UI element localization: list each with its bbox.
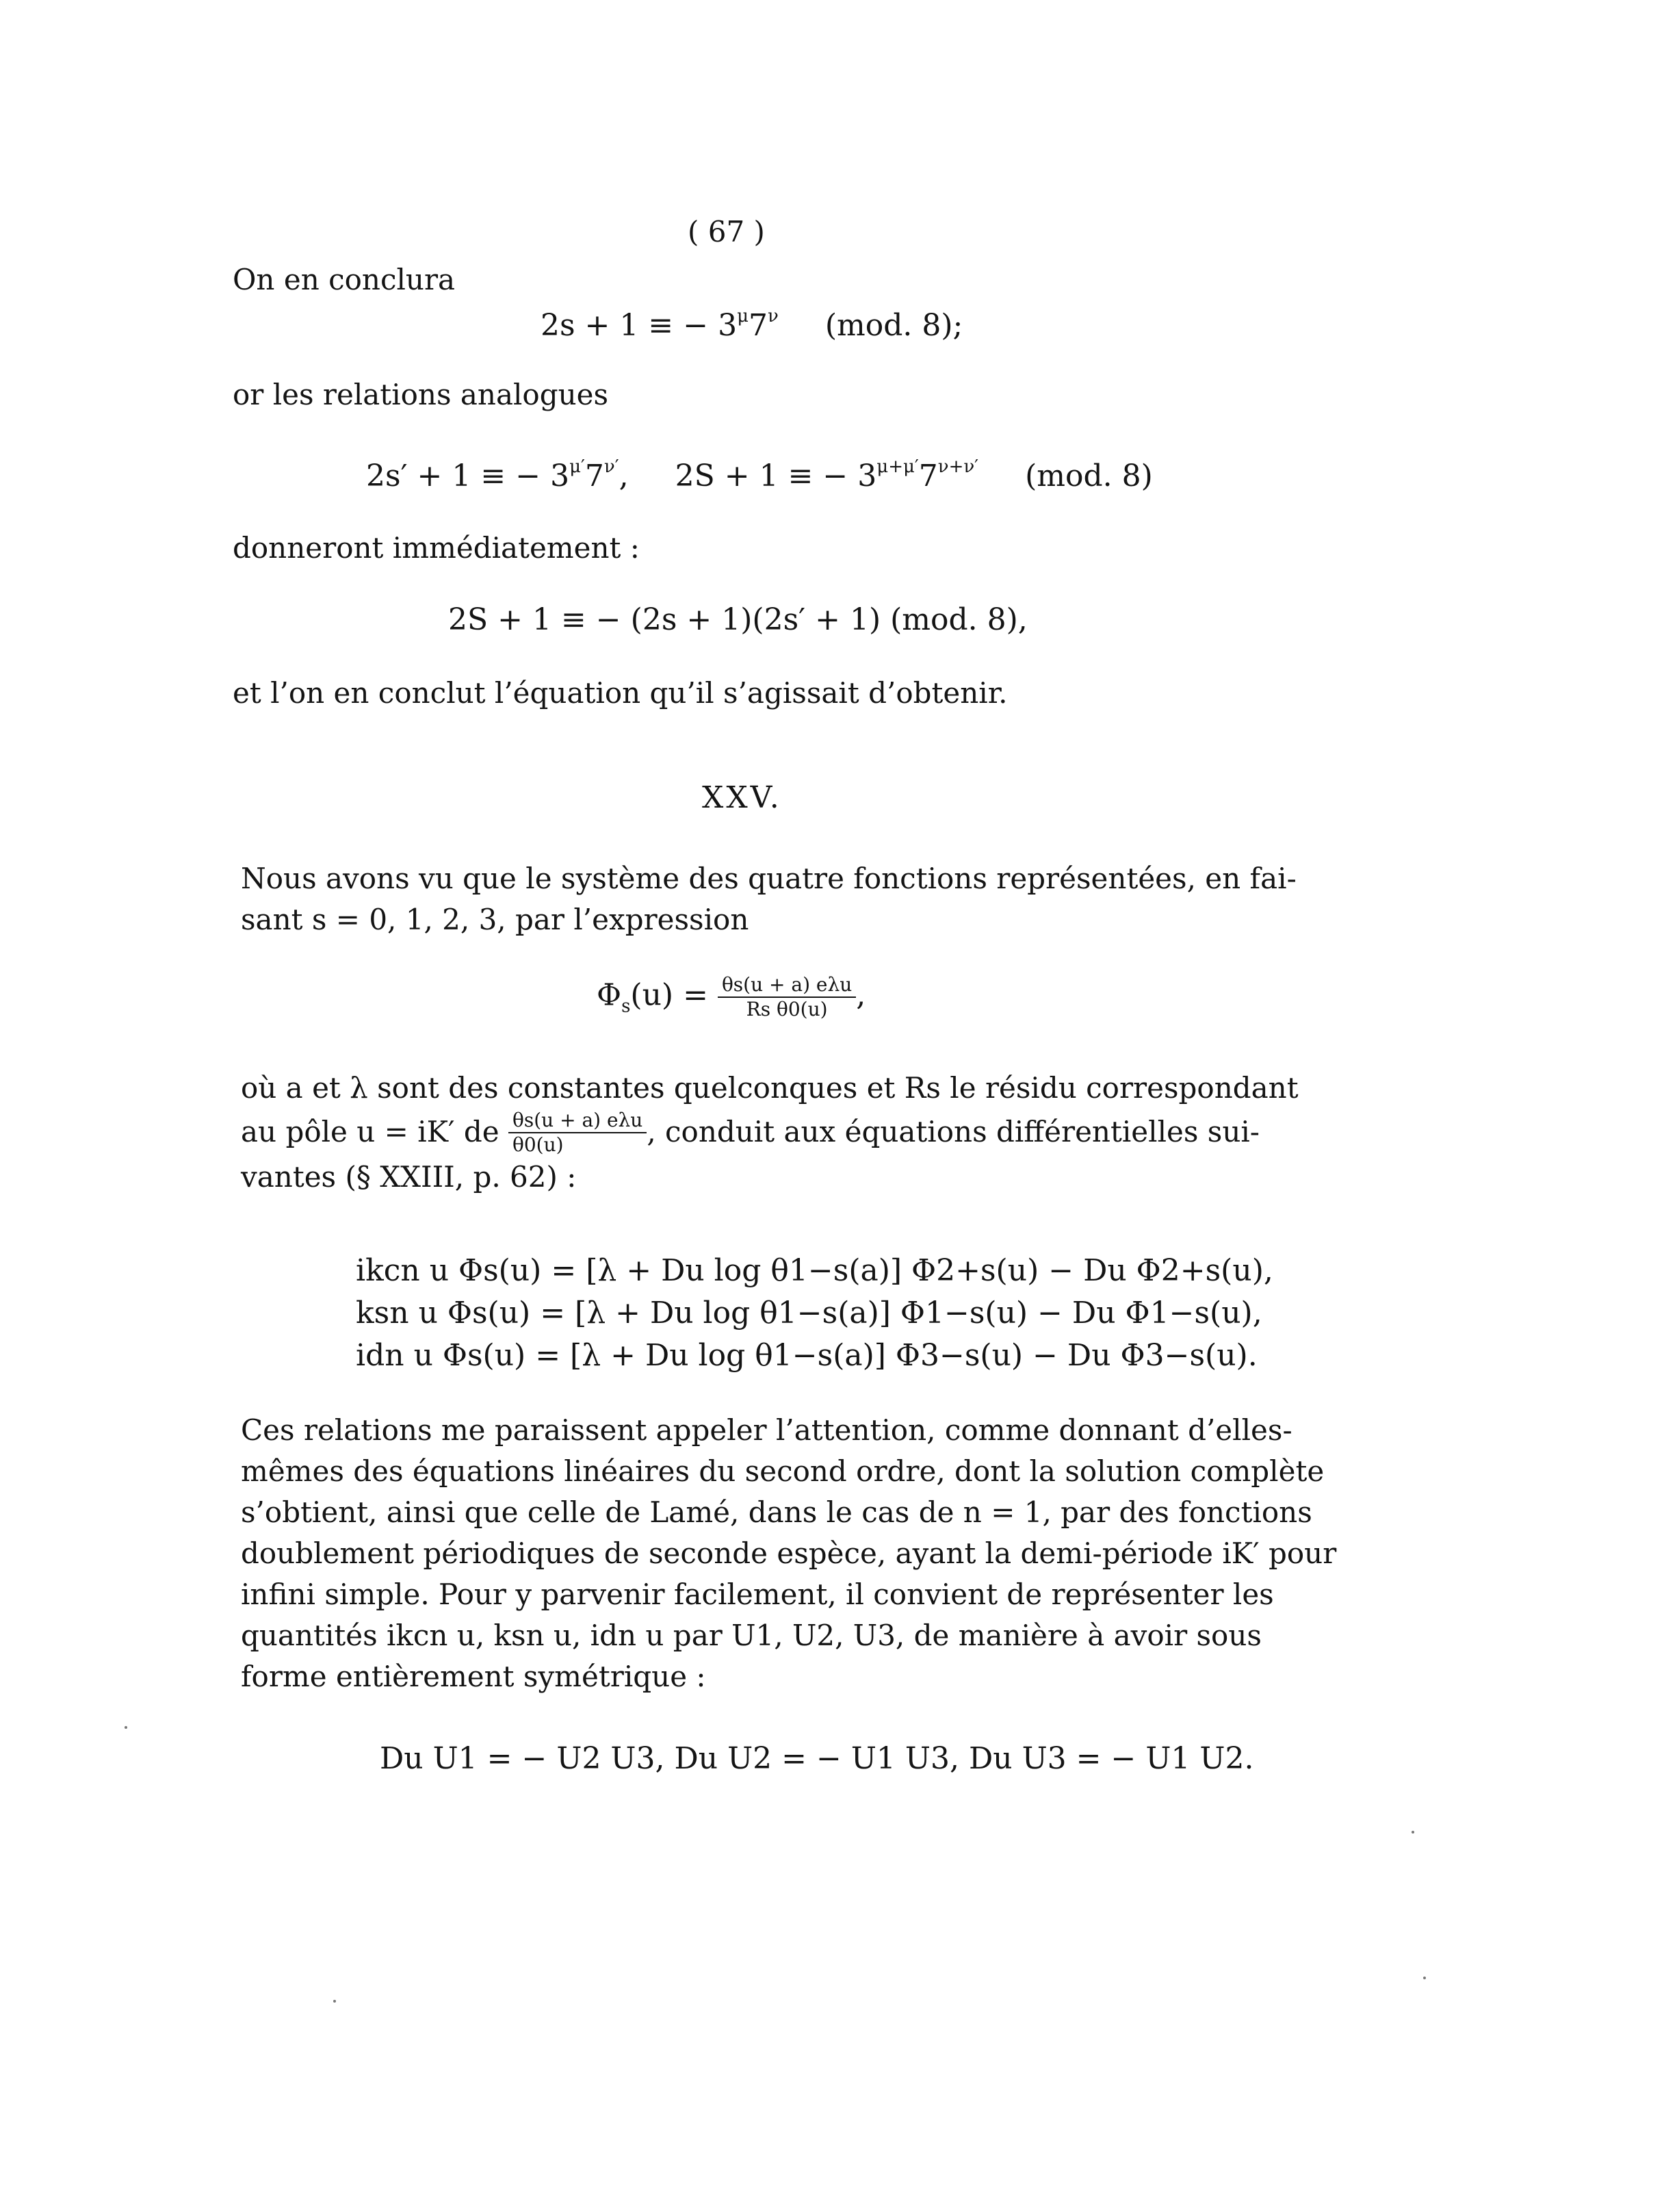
equation-congruence-3: 2S + 1 ≡ − (2s + 1)(2s′ + 1) (mod. 8), [448,602,1028,637]
paragraph-2-line-1: où a et λ sont des constantes quelconques et Rs le résidu correspondant [241,1071,1299,1105]
paragraph-3-line: quantités ikcn u, ksn u, idn u par U1, U2, U3, de manière à avoir sous [241,1619,1262,1652]
differential-equations [356,1250,1273,1377]
lead-text-relations: or les relations analogues [233,378,609,411]
eq1-exp-nu: ν [768,306,779,326]
eq2-sep: , [619,459,629,493]
paragraph-2 [241,1068,1299,1198]
page-number: ( 67 ) [688,215,765,248]
equation-phi-definition [597,973,866,1027]
eq2-exp-a2: ν′ [603,456,619,477]
final-symmetric-equation: Du U1 = − U2 U3, Du U2 = − U1 U3, Du U3 = − U1 U2. [380,1741,1254,1776]
diff-eq-line: ksn u Φs(u) = [λ + Du log θ1−s(a)] Φ1−s(u) − Du Φ1−s(u), [356,1296,1262,1330]
paragraph-3-line: mêmes des équations linéaires du second ordre, dont la solution complète [241,1454,1325,1488]
phi-lhs-arg: (u) = [630,977,708,1013]
eq2-mod: (mod. 8) [1025,459,1153,493]
eq2-exp-b1: μ+μ′ [876,456,919,477]
print-speck [125,1726,127,1729]
eq1-exp-mu: μ [737,306,749,326]
paragraph-1-line: Nous avons vu que le système des quatre fonctions représentées, en fai- [241,862,1297,895]
phi-fraction [718,973,856,1021]
print-speck [1412,1831,1414,1834]
phi-lhs-sub: s [621,996,631,1017]
eq2-part-b: 2S + 1 ≡ − 3 [675,459,877,493]
eq2-exp-b2: ν+ν′ [937,456,979,477]
diff-eq-line: idn u Φs(u) = [λ + Du log θ1−s(a)] Φ3−s(u) − Du Φ3−s(u). [356,1338,1258,1373]
conclusion-text: et l’on en conclut l’équation qu’il s’agissait d’obtenir. [233,676,1008,710]
diff-eq-line: ikcn u Φs(u) = [λ + Du log θ1−s(a)] Φ2+s(u) − Du Φ2+s(u), [356,1253,1273,1288]
phi-denominator: Rs θ0(u) [746,998,828,1020]
inline-fraction [508,1109,647,1157]
equation-congruence-1 [541,296,963,346]
paragraph-1-line: sant s = 0, 1, 2, 3, par l’expression [241,903,749,936]
para2-pre: au pôle u = iK′ de [241,1115,499,1148]
eq2-seven-a: 7 [584,459,604,493]
para2-post: , conduit aux équations différentielles sui- [647,1115,1260,1148]
eq2-seven-b: 7 [918,459,938,493]
paragraph-3-line: forme entièrement symétrique : [241,1660,706,1693]
paragraph-3-line: Ces relations me paraissent appeler l’attention, comme donnant d’elles- [241,1413,1292,1447]
equation-congruence-2 [366,446,1153,497]
eq1-lhs: 2s + 1 ≡ − 3 [541,308,738,343]
paragraph-3-line: doublement périodiques de seconde espèce, ayant la demi-période iK′ pour [241,1536,1337,1570]
eq2-part-a: 2s′ + 1 ≡ − 3 [366,459,570,493]
phi-trail: , [856,977,866,1013]
paragraph-3-line: infini simple. Pour y parvenir facilement, il convient de représenter les [241,1578,1274,1611]
inline-fraction-denominator: θ0(u) [512,1133,564,1156]
eq1-seven: 7 [749,308,768,343]
eq2-exp-a1: μ′ [569,456,585,477]
paragraph-2-line-3: vantes (§ XXIII, p. 62) : [241,1160,577,1194]
print-speck [333,2000,336,2003]
paragraph-1 [241,858,1297,940]
paragraph-2-line-2 [241,1109,1260,1157]
lead-text-conclura: On en conclura [233,263,456,296]
inline-fraction-numerator: θs(u + a) eλu [508,1109,647,1133]
phi-numerator: θs(u + a) eλu [718,973,856,998]
paragraph-3-line: s’obtient, ainsi que celle de Lamé, dans le cas de n = 1, par des fonctions [241,1495,1312,1529]
phi-lhs: Φ [597,977,622,1013]
section-heading: XXV. [702,780,782,815]
paragraph-3 [241,1410,1337,1697]
eq1-mod: (mod. 8); [824,308,963,343]
lead-text-donneront: donneront immédiatement : [233,531,640,565]
print-speck [1423,1977,1426,1979]
